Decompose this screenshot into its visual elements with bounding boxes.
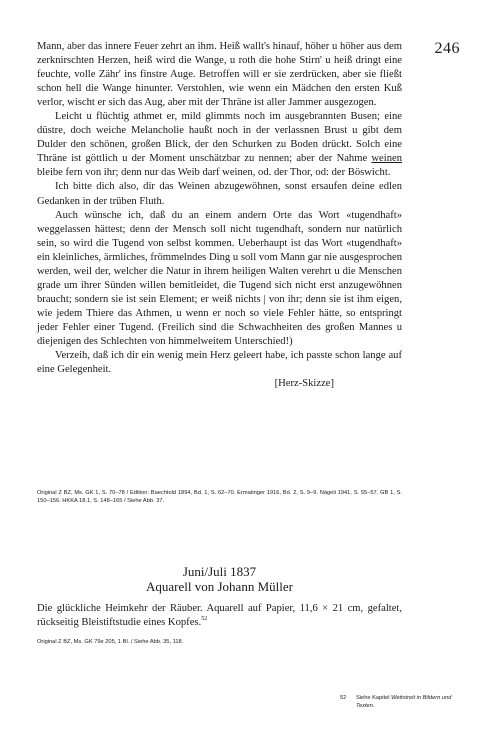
underlined-word: weinen — [371, 153, 402, 165]
footnote-prefix: Siehe Kapitel — [356, 695, 392, 701]
section-text: Die glückliche Heimkehr der Räuber. Aquarell auf Papier, 11,6 × 21 cm, gefaltet, rückseitig Bleistiftstudie eines Kopfes. — [37, 603, 402, 629]
paragraph-2-start: Leicht u flüchtig athmet er, mild glimmts noch im ausgebrannten Busen; eine düstre, doch weiche Melancholie haußt noch in der verlassnen Brust u gibt dem Dulder den schönen, großen Blick, der den Schurken zu Boden drückt. Solch eine Thräne ist göttlich u der Moment unschätzbar zu nennen; aber der Nahme — [37, 111, 402, 165]
footnote-suffix: . — [372, 703, 375, 709]
paragraph-5: Verzeih, daß ich dir ein wenig mein Herz geleert habe, ich passte schon lange auf eine Gelegenheit. — [37, 350, 402, 376]
paragraph-1: Mann, aber das innere Feuer zehrt an ihm. Heiß wallt's hinauf, höher u höher aus dem zerknirschten Herzen, heiß wird die Wange, u roth die hohe Stirn' u heiß dringt eine feuchte, volle Zähr' ins finstre Auge. Betroffen will er sie zerdrücken, aber sie fließt schon hell die Wange hinunter. Verstohlen, wie wenn ein Mädchen den ersten Kuß verlor, wischt er sich das Aug, aber mit der Thräne ist aller Jammer ausgezogen. — [37, 41, 402, 109]
section-description — [37, 602, 402, 630]
letter-text — [37, 40, 402, 391]
paragraph-4: Auch wünsche ich, daß du an einem andern Orte das Wort «tugendhaft» weggelassen hättest; denn der Mensch soll nicht tugendhaft, sondern nur natürlich sein, so wird die Tugend von selbst kommen. Ueberhaupt ist das Wort «tugendhaft» ein kleinliches, ärmliches, frömmelndes Ding u soll vom Mann gar nie ausgesprochen werden, weil der, welcher die Natur in ihrem heiligen Walten verehrt u die Menschen grade um ihrer Sünden willen bemitleidet, die Tugend sich nicht erst anzugewöhnen braucht; sondern sie ist sein Element; er weiß nichts | von ihr; denn sie ist ihm eigen, wie jedem Thiere das Athmen, u wenn er noch so viele Fehler hätte, so entspringt jeder Fehler einer Tugend. (Freilich sind die Schwachheiten des großen Mannes u diejenigen des Schlechten von himmelweitem Unterschied!) — [37, 209, 402, 347]
section-date: Juni/Juli 1837 — [182, 564, 257, 579]
page-number: 246 — [434, 40, 460, 57]
footnote-italic: Wettstreit in Bildern und Texten — [356, 695, 452, 709]
paragraph-2-end: bleibe fern von ihr; denn nur das Weib darf weinen, od. der Thor, od: der Böswicht. — [37, 167, 391, 179]
footnote-reference: 52 — [201, 616, 208, 623]
section-title: Aquarell von Johann Müller — [146, 579, 293, 594]
paragraph-2 — [37, 110, 402, 180]
source-note: Original Z BZ, Ms. GK 1, S. 70–78 / Edition: Baechtold 1894, Bd. 1, S. 62–70. Ermatinger 1916, Bd. 2, S. 9–9. Nägeli 1941, S. 55–57. GB 1, S. 150–156. HKKA 18.1, S. 148–165 / Siehe Abb. 37. — [37, 490, 402, 505]
footnote-text — [356, 694, 466, 710]
footnote-number: 52 — [340, 695, 347, 701]
footnote — [340, 694, 470, 710]
paragraph-3: Ich bitte dich also, dir das Weinen abzugewöhnen, sonst ersaufen deine edlen Gedanken in der trüben Fluth. — [37, 181, 402, 207]
section-heading — [37, 564, 402, 594]
signature-note: [Herz-Skizze] — [274, 378, 334, 390]
section-source: Original Z BZ, Ms. GK 79e 205, 1 Bl. / Siehe Abb. 35, 118. — [37, 639, 184, 645]
